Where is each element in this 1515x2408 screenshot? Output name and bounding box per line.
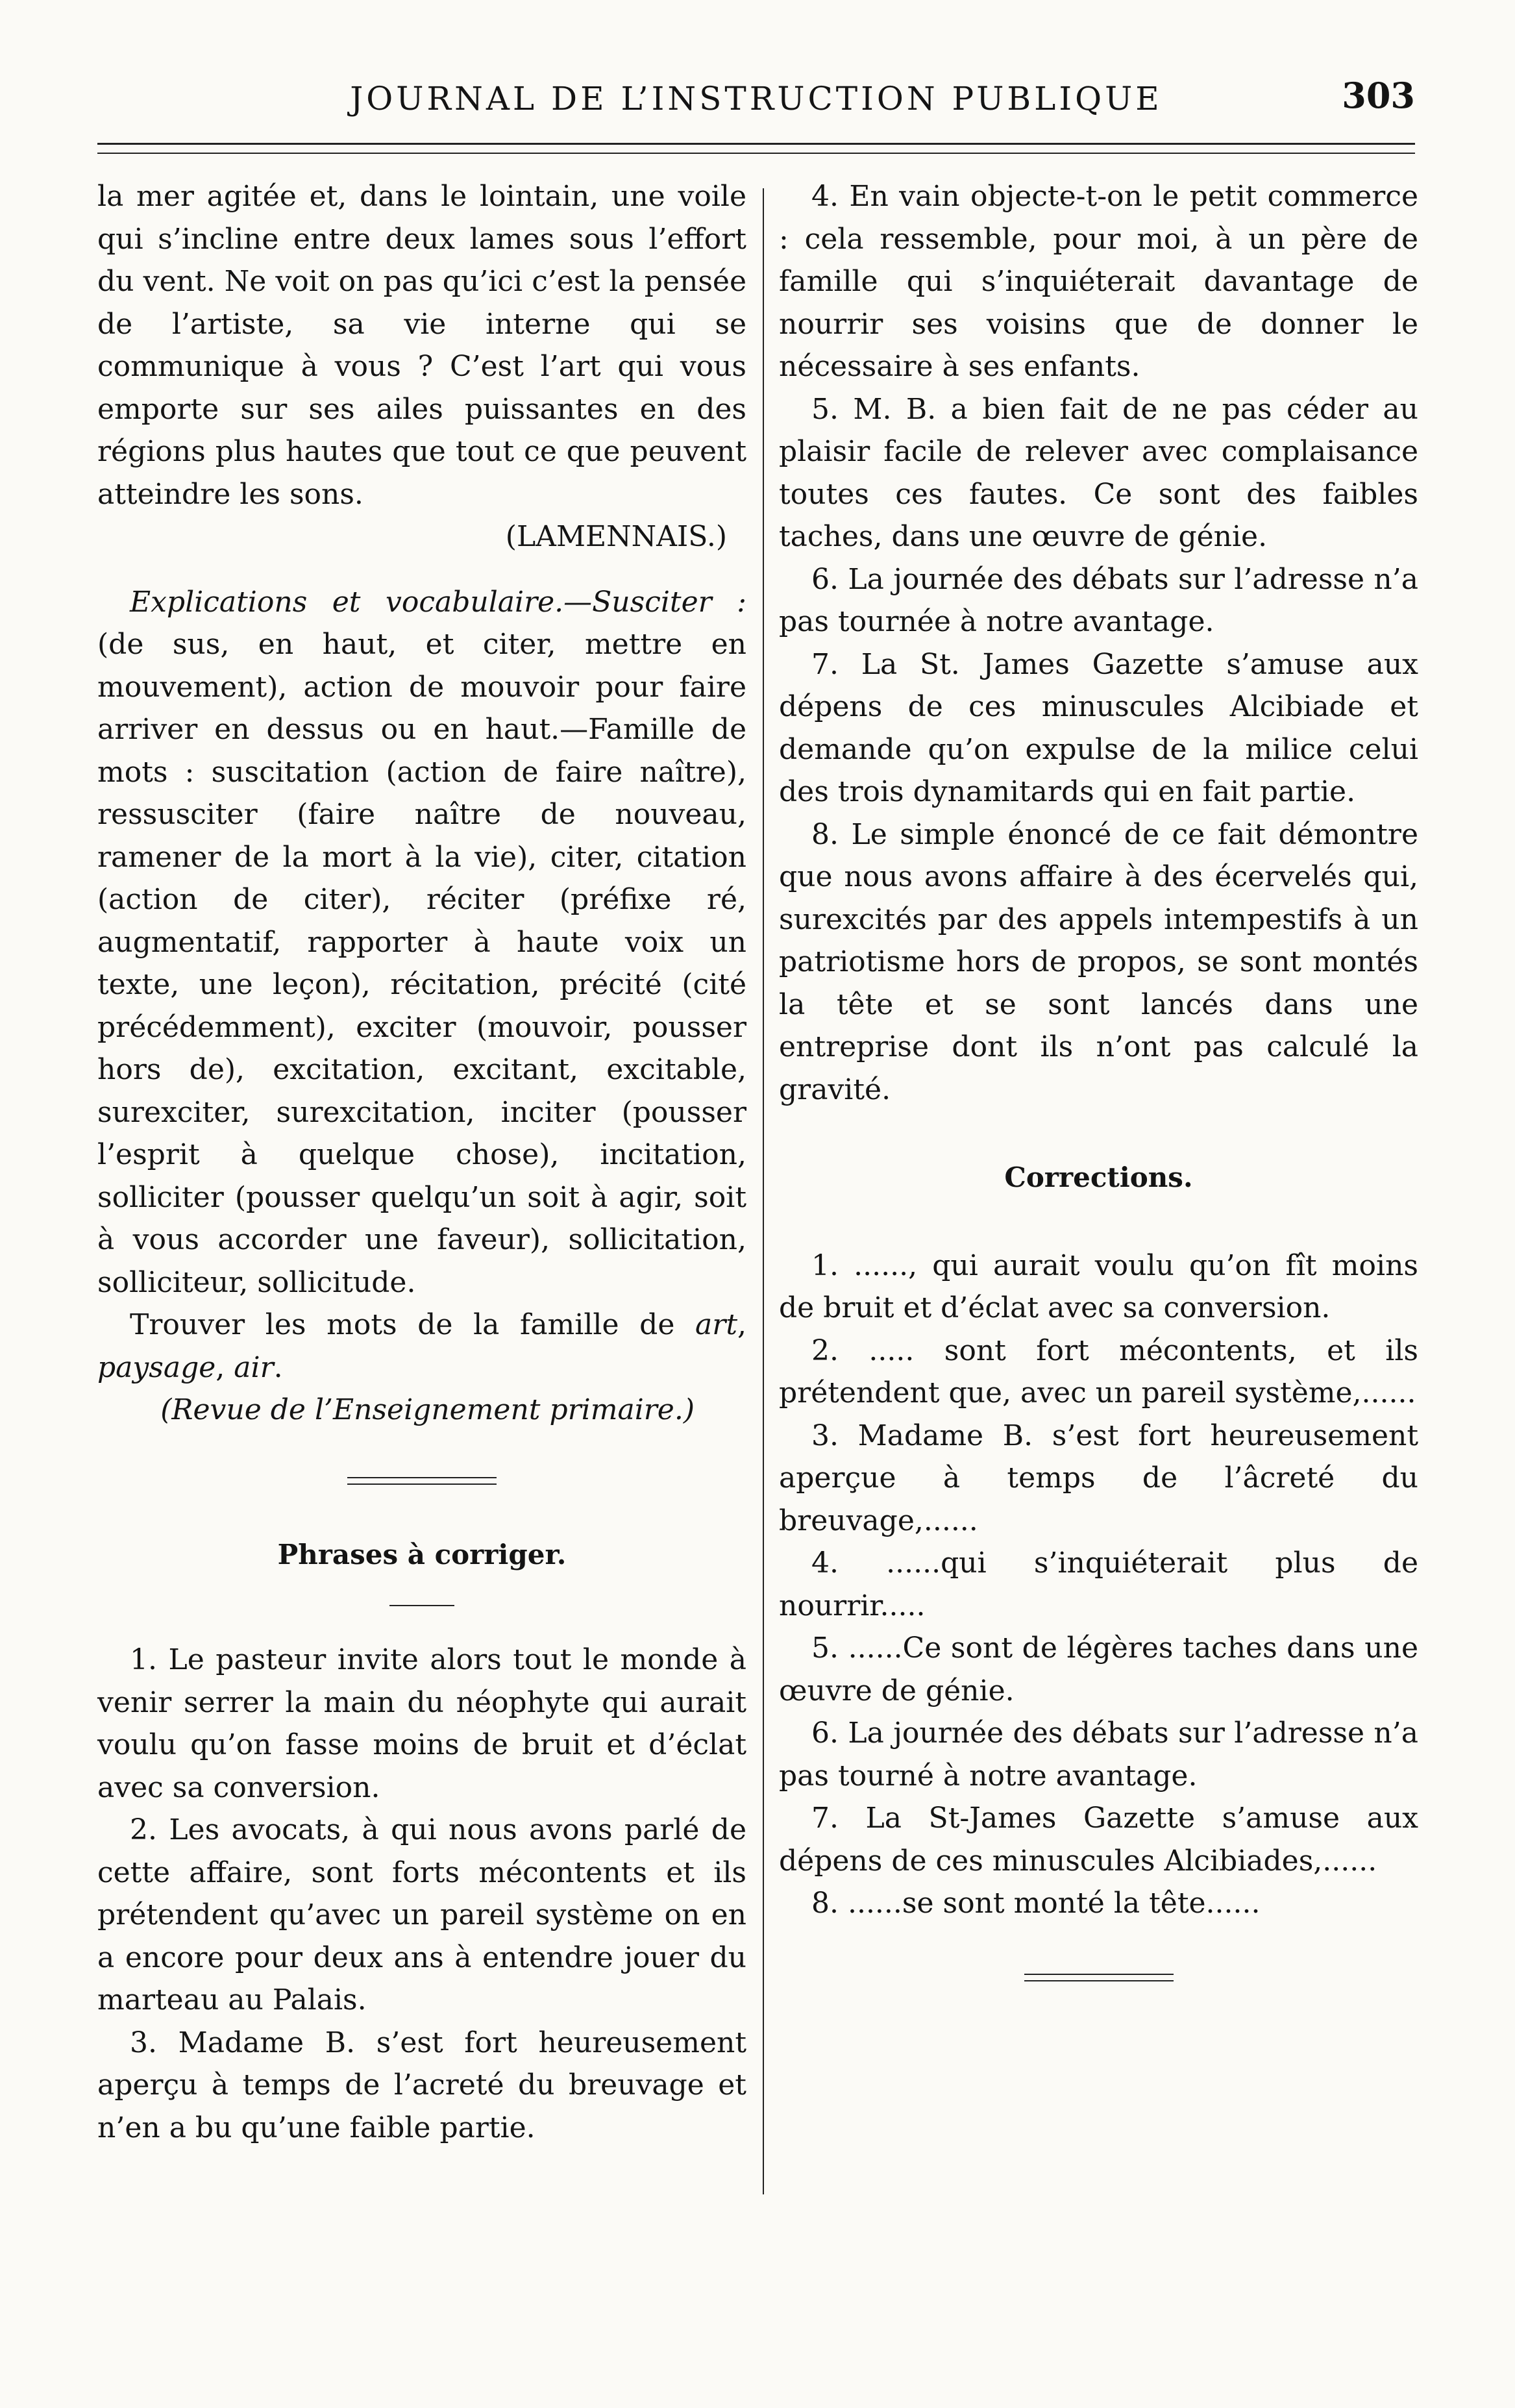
- running-title: JOURNAL DE L’INSTRUCTION PUBLIQUE: [350, 80, 1163, 118]
- correction-item: 1. ......, qui aurait voulu qu’on fît moins de bruit et d’éclat avec sa conversion.: [779, 1248, 1418, 1324]
- exercise-prefix: Trouver les mots de la famille de: [130, 1308, 675, 1341]
- vocabulary-paragraph: [97, 581, 746, 1304]
- phrases-heading: Phrases à corriger.: [277, 1538, 567, 1570]
- exercise-line: Trouver les mots de la famille de art, paysage, air.: [97, 1308, 746, 1384]
- exercise-word-paysage: paysage: [97, 1350, 216, 1384]
- phrase-item: 5. M. B. a bien fait de ne pas céder au plaisir facile de relever avec complaisance toutes ces fautes. Ce sont des faibles taches, dans une œuvre de génie.: [779, 392, 1418, 553]
- end-divider: [1024, 1974, 1174, 1981]
- correction-item: 4. ......qui s’inquiéterait plus de nourrir.....: [779, 1546, 1418, 1622]
- attribution: (LAMENNAIS.): [505, 520, 727, 553]
- exercise-word-art: art: [695, 1308, 737, 1341]
- corrections-heading: Corrections.: [1004, 1161, 1193, 1193]
- phrase-item: 3. Madame B. s’est fort heureusement aperçu à temps de l’acreté du breuvage et n’en a bu qu’une faible partie.: [97, 2026, 746, 2144]
- correction-item: 3. Madame B. s’est fort heureusement aperçue à temps de l’âcreté du breuvage,......: [779, 1419, 1418, 1537]
- correction-item: 2. ..... sont fort mécontents, et ils prétendent que, avec un pareil système,......: [779, 1334, 1418, 1409]
- phrase-item: 4. En vain objecte-t-on le petit commerce : cela ressemble, pour moi, à un père de famille qui s’inquiéterait davantage de nourrir ses voisins que de donner le nécessaire à ses enfants.: [779, 180, 1418, 383]
- phrase-item: 1. Le pasteur invite alors tout le monde à venir serrer la main du néophyte qui aurait voulu qu’on fasse moins de bruit et d’éclat avec sa conversion.: [97, 1643, 746, 1804]
- phrase-item: 2. Les avocats, à qui nous avons parlé de cette affaire, sont forts mécontents et ils prétendent qu’avec un pareil système on en a encore pour deux ans à entendre jouer du marteau au Palais.: [97, 1813, 746, 2017]
- header-rule: [97, 143, 1415, 154]
- exercise-word-air: air: [234, 1350, 274, 1384]
- running-head: [97, 75, 1415, 127]
- intro-paragraph: la mer agitée et, dans le lointain, une voile qui s’incline entre deux lames sous l’effort du vent. Ne voit on pas qu’ici c’est la pensée de l’artiste, sa vie interne qui se communique à vous ? C’est l’art qui vous emporte sur ses ailes puissantes en des régions plus hautes que tout ce que peuvent atteindre les sons.: [97, 180, 746, 511]
- page-number: 303: [1342, 75, 1415, 116]
- phrase-item: 8. Le simple énoncé de ce fait démontre que nous avons affaire à des écervelés qui, surexcités par des appels intempestifs à un patriotisme hors de propos, se sont montés la tête et se sont lancés dans une entreprise dont ils n’ont pas calculé la gravité.: [779, 817, 1418, 1106]
- correction-item: 7. La St-James Gazette s’amuse aux dépens de ces minuscules Alcibiades,......: [779, 1802, 1418, 1878]
- vocabulary-body: (de sus, en haut, et citer, mettre en mouvement), action de mouvoir pour faire arriver en dessus ou en haut.—Famille de mots : suscitation (action de faire naître), ressusciter (faire naître de nouveau, ramener de la mort à la vie), citer, citation (action de citer), réciter (préfixe ré, augmentatif, rapporter à haute voix un texte, une leçon), récitation, précité (cité précédemment), exciter (mouvoir, pousser hors de), excitation, excitant, excitable, surexciter, surexcitation, inciter (pousser l’esprit à quelque chose), incitation, solliciter (pousser quelqu’un soit à agir, soit à vous accorder une faveur), sollicitation, solliciteur, sollicitude.: [97, 628, 746, 1299]
- correction-item: 5. ......Ce sont de légères taches dans une œuvre de génie.: [779, 1632, 1418, 1707]
- column-divider: [763, 188, 764, 2194]
- section-divider: [347, 1477, 497, 1485]
- phrase-item: 6. La journée des débats sur l’adresse n’a pas tournée à notre avantage.: [779, 562, 1418, 638]
- source-citation: (Revue de l’Enseignement primaire.): [160, 1393, 695, 1426]
- correction-item: 6. La journée des débats sur l’adresse n’a pas tourné à notre avantage.: [779, 1717, 1418, 1793]
- right-column: [779, 175, 1418, 1981]
- phrase-item: 7. La St. James Gazette s’amuse aux dépens de ces minuscules Alcibiade et demande qu’on expulse de la milice celui des trois dynamitards qui en fait partie.: [779, 647, 1418, 808]
- correction-item: 8. ......se sont monté la tête......: [811, 1887, 1261, 1920]
- left-column: [97, 175, 746, 2149]
- vocabulary-section: [97, 581, 746, 1432]
- vocabulary-title: Explications et vocabulaire.—Susciter :: [130, 585, 746, 619]
